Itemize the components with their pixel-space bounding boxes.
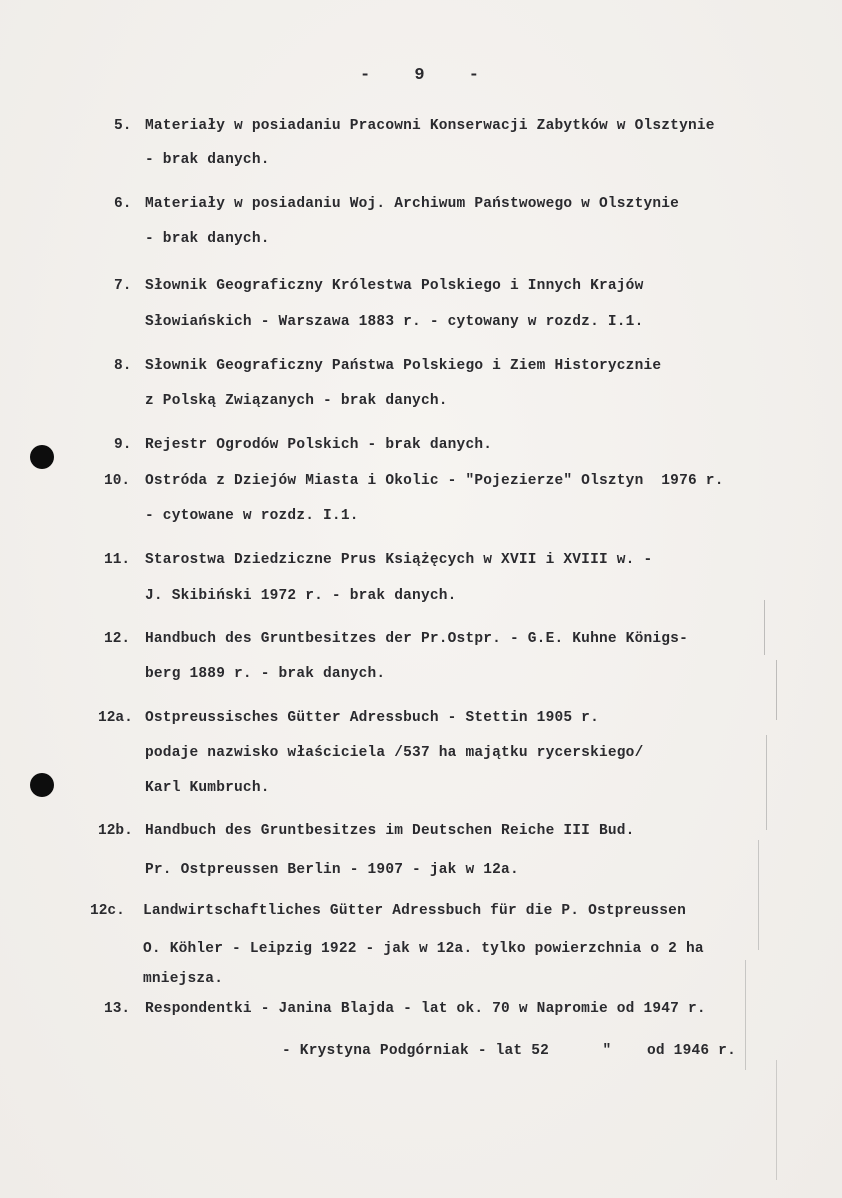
entry-line: Słownik Geograficzny Państwa Polskiego i Ziem Historycznie: [145, 358, 662, 374]
entry-number: 12.: [104, 631, 131, 647]
entry-line: mniejsza.: [143, 971, 224, 987]
entry-number: 6.: [114, 196, 132, 212]
entry-number: 12a.: [98, 710, 133, 726]
punch-hole: [30, 773, 54, 797]
entry-line: - cytowane w rozdz. I.1.: [145, 508, 359, 524]
entry-line: Pr. Ostpreussen Berlin - 1907 - jak w 12a.: [145, 862, 519, 878]
pencil-mark: [758, 840, 759, 950]
pencil-mark: [745, 960, 746, 1070]
entry-line: - Krystyna Podgórniak - lat 52 " od 1946 r.: [282, 1043, 736, 1059]
pencil-mark: [776, 1060, 777, 1180]
entry-number: 5.: [114, 118, 132, 134]
pencil-mark: [764, 600, 765, 655]
entry-line: Karl Kumbruch.: [145, 780, 270, 796]
entry-number: 10.: [104, 473, 131, 489]
entry-line: Landwirtschaftliches Gütter Adressbuch für die P. Ostpreussen: [143, 903, 686, 919]
pencil-mark: [776, 660, 777, 720]
entry-line: z Polską Związanych - brak danych.: [145, 393, 448, 409]
entry-number: 12b.: [98, 823, 133, 839]
entry-line: Ostpreussisches Gütter Adressbuch - Stettin 1905 r.: [145, 710, 599, 726]
entry-number: 11.: [104, 552, 131, 568]
page-number: - 9 -: [360, 66, 482, 85]
entry-line: Słowiańskich - Warszawa 1883 r. - cytowany w rozdz. I.1.: [145, 314, 644, 330]
punch-hole: [30, 445, 54, 469]
entry-line: Handbuch des Gruntbesitzes der Pr.Ostpr. - G.E. Kuhne Königs-: [145, 631, 688, 647]
entry-line: J. Skibiński 1972 r. - brak danych.: [145, 588, 457, 604]
entry-line: Rejestr Ogrodów Polskich - brak danych.: [145, 437, 493, 453]
pencil-mark: [766, 735, 767, 830]
entry-line: Starostwa Dziedziczne Prus Książęcych w XVII i XVIII w. -: [145, 552, 653, 568]
entry-number: 8.: [114, 358, 132, 374]
entry-number: 13.: [104, 1001, 131, 1017]
entry-line: - brak danych.: [145, 152, 270, 168]
entry-line: Materiały w posiadaniu Pracowni Konserwacji Zabytków w Olsztynie: [145, 118, 715, 134]
entry-line: podaje nazwisko właściciela /537 ha majątku rycerskiego/: [145, 745, 644, 761]
entry-number: 12c.: [90, 903, 125, 919]
entry-line: O. Köhler - Leipzig 1922 - jak w 12a. tylko powierzchnia o 2 ha: [143, 941, 704, 957]
entry-line: Materiały w posiadaniu Woj. Archiwum Państwowego w Olsztynie: [145, 196, 680, 212]
entry-line: berg 1889 r. - brak danych.: [145, 666, 386, 682]
entry-line: Respondentki - Janina Blajda - lat ok. 70 w Napromie od 1947 r.: [145, 1001, 706, 1017]
entry-line: Słownik Geograficzny Królestwa Polskiego i Innych Krajów: [145, 278, 644, 294]
entry-line: Handbuch des Gruntbesitzes im Deutschen Reiche III Bud.: [145, 823, 635, 839]
entry-line: Ostróda z Dziejów Miasta i Okolic - "Pojezierze" Olsztyn 1976 r.: [145, 473, 724, 489]
entry-line: - brak danych.: [145, 231, 270, 247]
entry-number: 9.: [114, 437, 132, 453]
entry-number: 7.: [114, 278, 132, 294]
